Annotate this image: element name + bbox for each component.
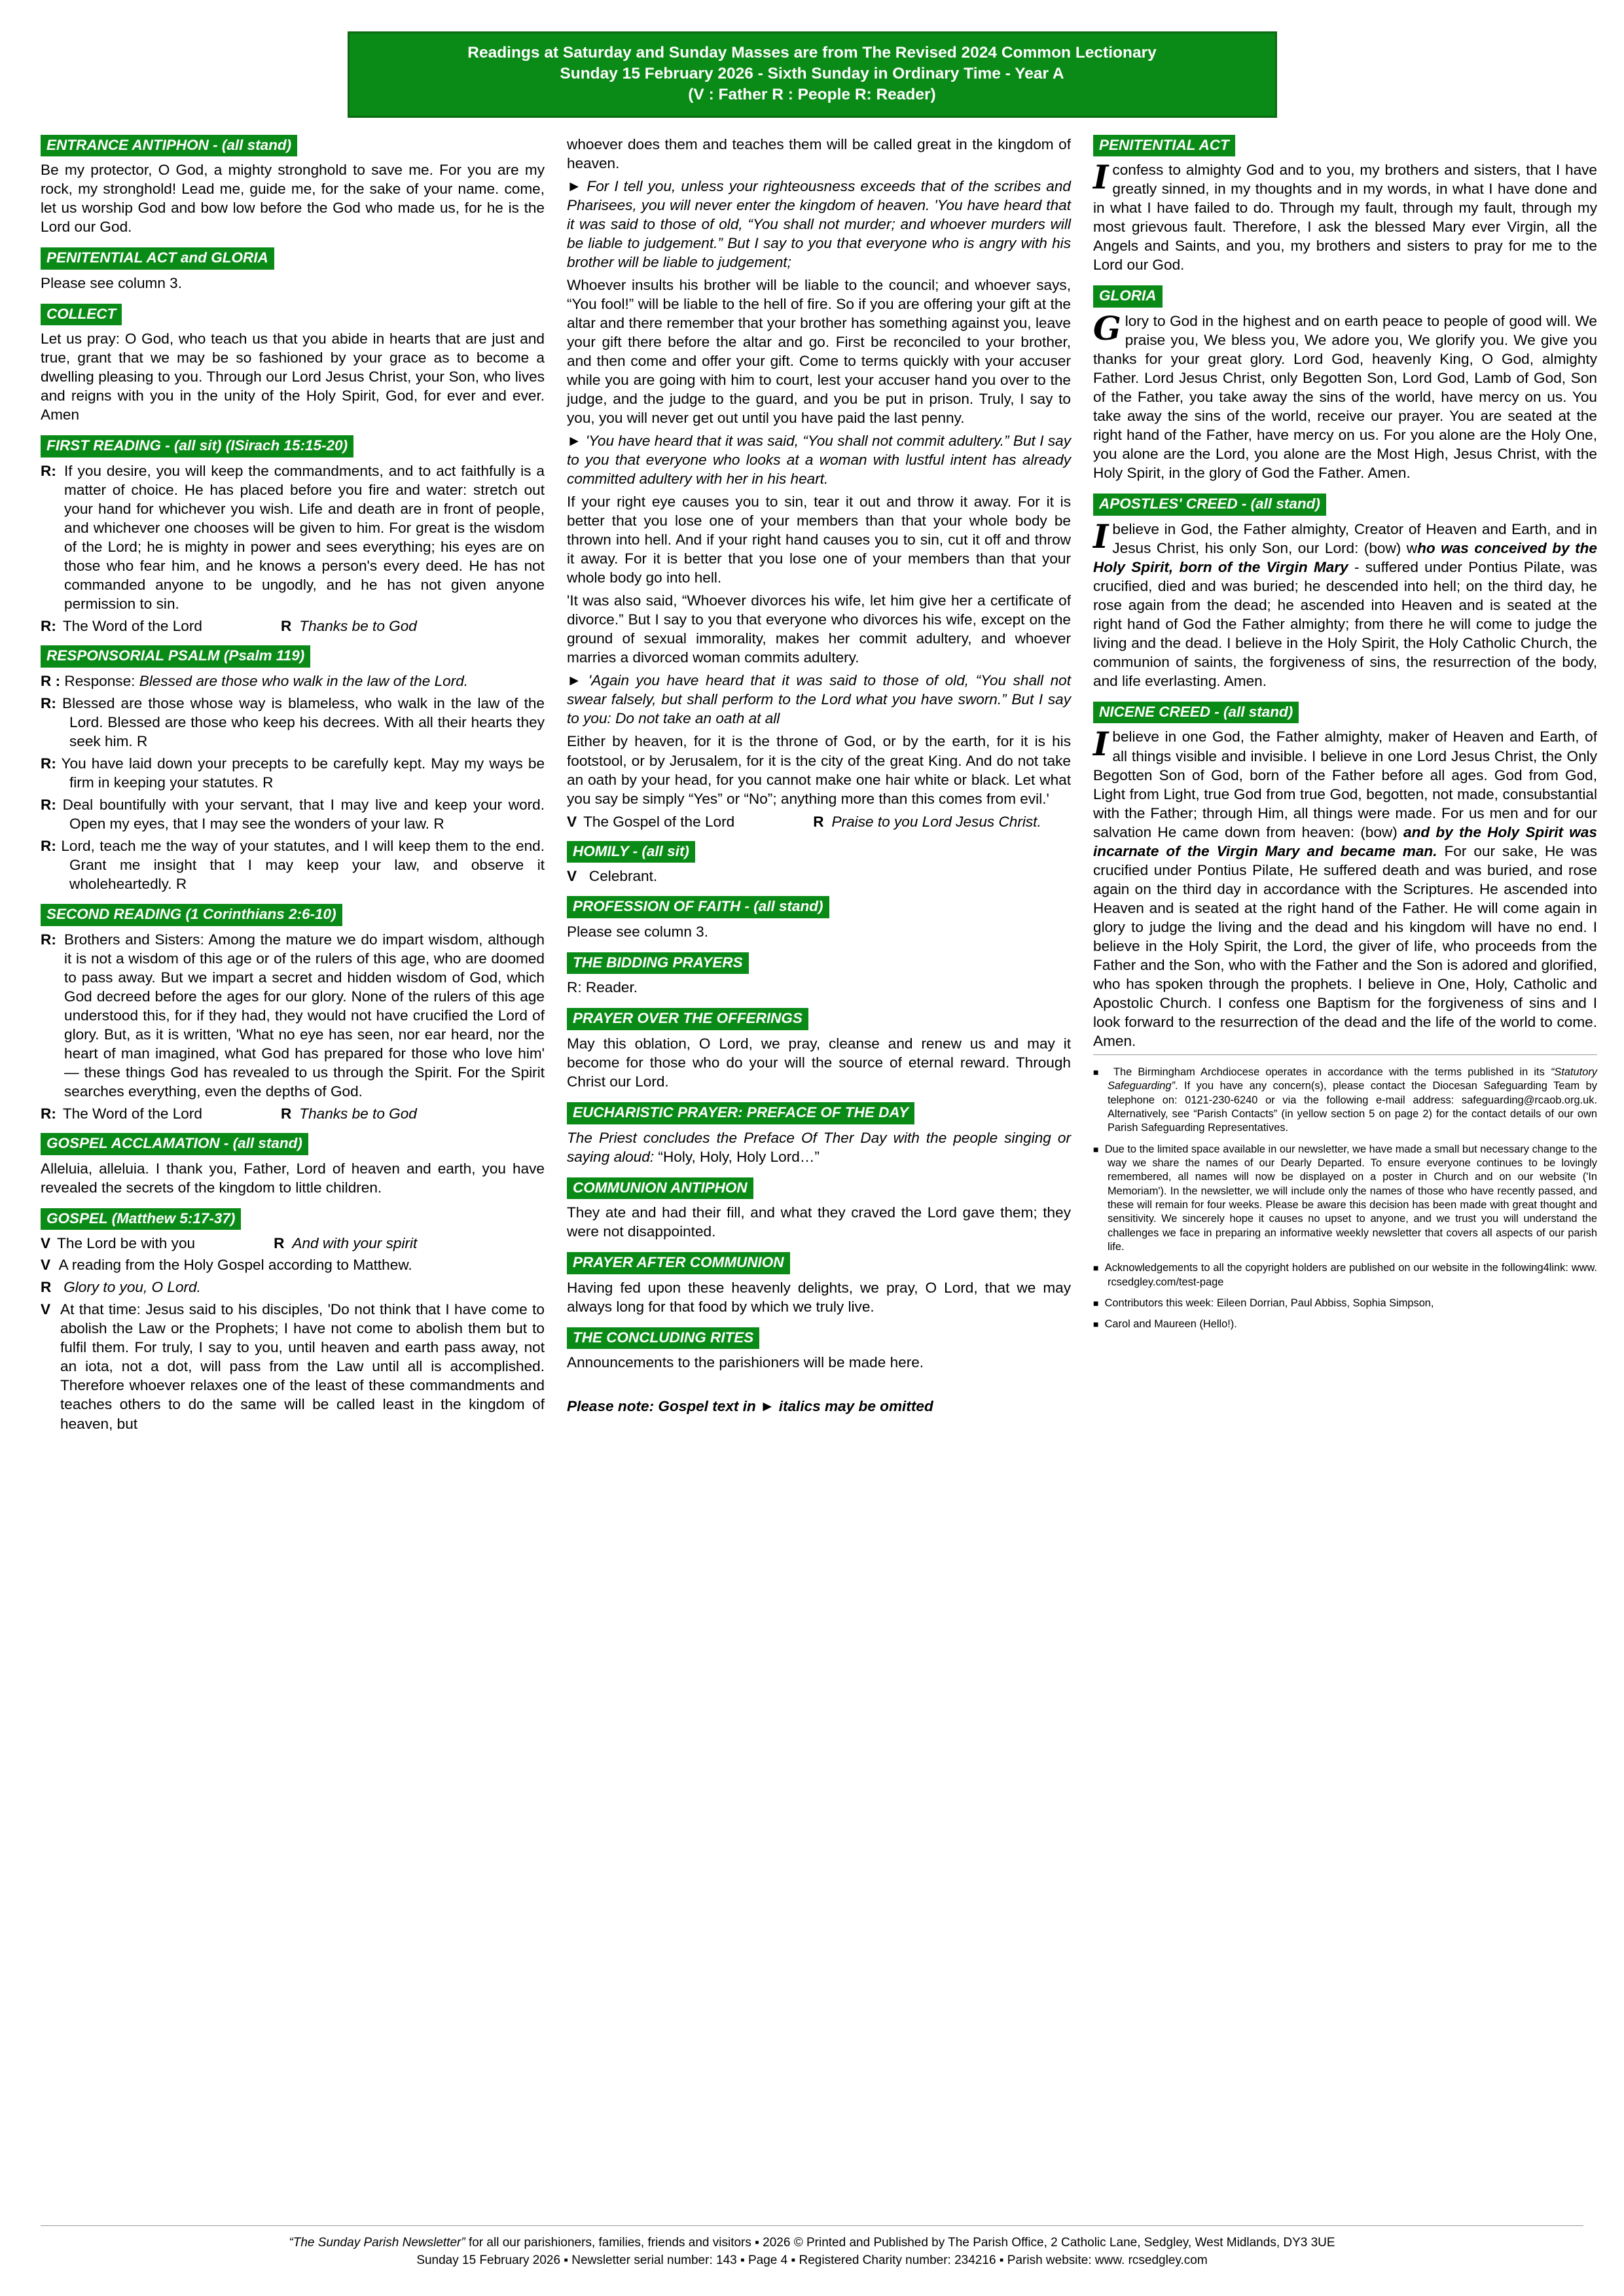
- psalm-response-line: [41, 672, 545, 691]
- wol-lead-2: R:: [41, 1105, 56, 1122]
- section-heading-gloria: GLORIA: [1093, 285, 1163, 308]
- page-footer: [41, 2225, 1583, 2270]
- note-item: [1093, 1318, 1597, 1331]
- communion-antiphon-text: They ate and had their fill, and what they craved the Lord gave them; they were not disappointed.: [567, 1204, 1071, 1240]
- gospel-body-text: At that time: Jesus said to his disciples, 'Do not think that I have come to abolish the Law or the Prophets; I have not come to abolish them but to fulfil them. For truly, I say to you, until heaven and earth pass away, not an iota, not a dot, will pass from the Law until all is accomplished. Therefore whoever relaxes one of the least of these commandments and teaches others to do the same will be called least in the kingdom of heaven, but: [60, 1301, 545, 1432]
- section-heading-second-reading: SECOND READING (1 Corinthians 2:6-10): [41, 904, 342, 926]
- gospel-body-block: [41, 1300, 545, 1433]
- bidding-prayers-text: R: Reader.: [567, 979, 638, 996]
- section-heading-concluding-rites: THE CONCLUDING RITES: [567, 1327, 759, 1350]
- gospel-continuation-3: If your right eye causes you to sin, tear it out and throw it away. For it is better that you lose one of your members than that your whole body be thrown into hell. And if your right hand causes you to sin, cut it off and throw it away. For it is better that you lose one of your members than that your whole body go into hell.: [567, 493, 1071, 586]
- entrance-antiphon-text: Be my protector, O God, a mighty stronghold to save me. For you are my rock, my stronghold! Lead me, guide me, for the sake of your name. come, let us worship God and bow low before the God who made us, for he is the Lord our God.: [41, 162, 545, 236]
- note-text-italic: “Statutory Safeguarding”: [1108, 1066, 1597, 1092]
- gospel-announcement-line: [41, 1255, 545, 1274]
- dropcap-letter: I: [1093, 158, 1109, 197]
- second-reading-block: [41, 930, 545, 1101]
- collect-text: Let us pray: O God, who teach us that you abide in hearts that are just and true, grant that we may be so fashioned by your grace as to become a dwelling pleasing to you. Through our Lord Jesus Christ, your Son, who lives and reigns with you in the unity of the Holy Spirit, God, for ever and ever. Amen: [41, 331, 545, 423]
- gospel-end-r: R: [813, 813, 824, 830]
- section-heading-gospel-acclamation: GOSPEL ACCLAMATION - (all stand): [41, 1133, 308, 1155]
- gospel-end-v: V: [567, 813, 577, 830]
- gospel-announcement-v: V: [41, 1257, 51, 1274]
- first-reading-text: If you desire, you will keep the commandments, and to act faithfully is a matter of choice. He has placed before you fire and water: stretch out your hand for whichever you wish. Life and death are in front of people, and whichever one chooses will be given to him. For great is the wisdom of the Lord; he is mighty in power and sees everything; his eyes are on those who fear him, and he knows a person's every deed. He has not commanded anyone to be ungodly, and he has not given anyone permission to sin.: [64, 463, 545, 613]
- safeguarding-notes: [1093, 1066, 1597, 1332]
- wol-resp-text-1: Thanks be to God: [299, 618, 417, 635]
- apostles-creed-part-2: - suffered under Pontius Pilate, was crucified, died and was buried; he descended into hell; on the third day, he rose again from the dead; he ascended into Heaven and is seated at the right hand of God the Father almighty; from there he will come to judge the living and the dead. I believe in the Holy Spirit, the Holy Catholic Church, the communion of saints, the forgiveness of sins, the resurrection of the body, and life everlasting. Amen.: [1093, 558, 1597, 689]
- banner-line-1: Readings at Saturday and Sunday Masses are from The Revised 2024 Common Lectionary: [467, 44, 1157, 62]
- section-heading-prayer-over-offerings: PRAYER OVER THE OFFERINGS: [567, 1008, 808, 1030]
- footer-line-2: Sunday 15 February 2026 ▪ Newsletter serial number: 143 ▪ Page 4 ▪ Registered Charity number: 234216 ▪ Parish website: www. rcsedgley.com: [416, 2253, 1208, 2268]
- psalm-verse-text: Blessed are those whose way is blameless, who walk in the law of the Lord. Blessed are those who keep his decrees. With all their hearts they seek him. R: [62, 694, 545, 749]
- dropcap-letter: I: [1093, 725, 1109, 764]
- gospel-greeting-v: V: [41, 1235, 51, 1252]
- omit-arrow-icon: ►: [567, 433, 582, 449]
- section-heading-prayer-after-communion: PRAYER AFTER COMMUNION: [567, 1252, 790, 1274]
- psalm-verse: [41, 754, 545, 792]
- note-text-before: Acknowledgements to all the copyright holders are published on our website in the following: [1104, 1262, 1543, 1274]
- omit-arrow-icon: ►: [567, 177, 582, 194]
- please-note-text: Please note: Gospel text in ► italics may be omitted: [567, 1398, 933, 1415]
- bullet-square-icon: ■: [1093, 1263, 1099, 1274]
- notes-divider: [1093, 1054, 1597, 1055]
- psalm-response-text: Blessed are those who walk in the law of the Lord.: [139, 672, 469, 689]
- psalm-verse-lead: R:: [41, 797, 56, 814]
- gospel-of-the-lord-line: [567, 812, 1071, 831]
- prayer-after-communion-text: Having fed upon these heavenly delights, we pray, O Lord, that we may always long for that food by which we truly live.: [567, 1279, 1071, 1315]
- gospel-glory-text: Glory to you, O Lord.: [63, 1279, 201, 1296]
- gospel-continuation-2: Whoever insults his brother will be liable to the council; and whoever says, “You fool!” will be liable to the hell of fire. So if you are offering your gift at the altar and there remember that your brother has something against you, leave your gift there before the altar and go. First be reconciled to your brother, and then come and offer your gift. Come to terms quickly with your accuser while you are going with him to court, lest your accuser hand you over to the judge, and the judge to the guard, and you be put in prison. Truly, I say to you, you will never get out until you have paid the last penny.: [567, 276, 1071, 426]
- note-item: [1093, 1143, 1597, 1255]
- column-three: [1093, 135, 1597, 1437]
- wol-text-2: The Word of the Lord: [62, 1105, 202, 1122]
- gospel-body-v: V: [41, 1301, 51, 1318]
- section-heading-apostles-creed: APOSTLES' CREED - (all stand): [1093, 493, 1326, 516]
- gospel-optional-italic-1: ► For I tell you, unless your righteousness exceeds that of the scribes and Pharisees, you will never enter the kingdom of heaven. 'You have heard that it was said to those of old, “You shall not murder; and whoever murders will be liable to judgement.” But I say to you that everyone who is angry with his brother will be liable to judgement;: [567, 177, 1071, 270]
- psalm-verse-text: Lord, teach me the way of your statutes, and I will keep them to the end. Grant me insight that I may keep your law, and observe it wholeheartedly. R: [61, 838, 545, 893]
- wol-lead-1: R:: [41, 618, 56, 635]
- bullet-square-icon: ■: [1093, 1297, 1099, 1308]
- nicene-creed-italic: and by the Holy Spirit was incarnate of the Virgin Mary and became man.: [1093, 823, 1597, 859]
- section-heading-entrance-antiphon: ENTRANCE ANTIPHON - (all stand): [41, 135, 297, 157]
- gospel-optional-italic-2: ► 'You have heard that it was said, “You shall not commit adultery.” But I say to you that everyone who looks at a woman with lustful intent has already committed adultery with her in his heart.: [567, 433, 1072, 488]
- gospel-greeting-line: [41, 1234, 545, 1253]
- gospel-optional-italic-3: ► 'Again you have heard that it was said to those of old, “You shall not swear falsely, but shall perform to the Lord what you have sworn.” But I say to you: Do not take an oath at all: [567, 672, 1071, 727]
- footer-divider: [41, 2225, 1583, 2226]
- note-text-before: The Birmingham Archdiocese operates in accordance with the terms published in its: [1113, 1066, 1551, 1078]
- note-text-before: Due to the limited space available in our newsletter, we have made a small but necessary change to the way we share the names of our Dearly Departed. To ensure everyone continues to be lovingly remembered, all names will now be displayed on a poster in Church and on our website ('In Memoriam'). In the newsletter, we will include only the names of those who have recently passed, and these will remain for four weeks. Please be aware this decision has been made with great thought and sensitivity. We sincerely hope it causes no upset to anyone, and we trust you will understand the challenges we face in preparing an informative weekly newsletter that covers all aspects of our parish life.: [1104, 1143, 1597, 1253]
- psalm-verse-lead: R:: [41, 755, 56, 772]
- gospel-end-response: Praise to you Lord Jesus Christ.: [831, 813, 1041, 830]
- psalm-verse-text: Deal bountifully with your servant, that I may live and keep your word. Open my eyes, that I may see the wonders of your law. R: [62, 797, 545, 833]
- apostles-creed-part-1: believe in God, the Father almighty, Creator of Heaven and Earth, and in Jesus Christ, his only Son, our Lord: (bow) w: [1112, 520, 1597, 556]
- homily-v: V: [567, 868, 577, 885]
- header-banner: [348, 31, 1277, 118]
- second-reading-lead: R:: [41, 931, 56, 948]
- concluding-rites-text: Announcements to the parishioners will be made here.: [567, 1354, 924, 1371]
- note-item: [1093, 1297, 1597, 1310]
- gospel-glory-r: R: [41, 1279, 52, 1296]
- psalm-response-lead: R :: [41, 672, 61, 689]
- apostles-creed-italic: ho was conceived by the Holy Spirit, born of the Virgin Mary: [1093, 539, 1598, 575]
- section-heading-communion-antiphon: COMMUNION ANTIPHON: [567, 1177, 753, 1200]
- word-of-the-lord-second: [41, 1104, 545, 1123]
- gospel-continuation-1: whoever does them and teaches them will be called great in the kingdom of heaven.: [567, 135, 1071, 171]
- gospel-greeting-response: And with your spirit: [292, 1235, 418, 1252]
- apostles-creed-text-block: [1093, 516, 1598, 691]
- psalm-verse: [41, 795, 545, 833]
- psalm-verse-lead: R:: [41, 694, 56, 711]
- gospel-acclamation-text: Alleluia, alleluia. I thank you, Father, Lord of heaven and earth, you have revealed the secrets of the kingdom to little children.: [41, 1160, 545, 1196]
- section-heading-homily: HOMILY - (all sit): [567, 841, 695, 863]
- gloria-text: lory to God in the highest and on earth peace to people of good will. We praise you, We bless you, We adore you, We glorify you. We give you thanks for your great glory. Lord God, heavenly King, O God, almighty Father. Lord Jesus Christ, only Begotten Son, Lord God, Lamb of God, Son of the Father, you take away the sins of the world, have mercy on us. You take away the sins of the world, receive our prayer. You are seated at the right hand of the Father, have mercy on us. For you alone are the Holy One, you alone are the Lord, you alone are the Most High, Jesus Christ, with the Holy Spirit, in the glory of God the Father. Amen.: [1093, 312, 1597, 482]
- nicene-creed-part-2: For our sake, He was crucified under Pontius Pilate, He suffered death and was buried, and rose again on the third day in accordance with the Scriptures. He ascended into Heaven and is seated at the right hand of the Father. He will come again in glory to judge the living and the dead and his kingdom will have no end. I believe in the Holy Spirit, the Lord, the giver of life, who proceeds from the Father and the Son, who with the Father and the Son is adored and glorified, who has spoken through the prophets. I believe in One, Holy, Catholic and Apostolic Church. I confess one Baptism for the forgiveness of sins and I look forward to the resurrection of the dead and the life of the world to come. Amen.: [1093, 842, 1597, 1049]
- footer-line-1: [41, 2234, 1583, 2252]
- gospel-greeting-text: The Lord be with you: [57, 1235, 196, 1252]
- section-heading-eucharistic-prayer: EUCHARISTIC PRAYER: PREFACE OF THE DAY: [567, 1102, 914, 1124]
- section-heading-gospel: GOSPEL (Matthew 5:17-37): [41, 1208, 241, 1230]
- note-item: [1093, 1066, 1597, 1136]
- profession-reference-text: Please see column 3.: [567, 923, 709, 940]
- bullet-square-icon: ■: [1093, 1319, 1099, 1330]
- psalm-verse-lead: R:: [41, 838, 56, 855]
- note-text-after: . If you have any concern(s), please contact the Diocesan Safeguarding Team by telephone on: 0121-230-6240 or via the following e-mail address: safeguarding@rcaob.org.uk. Alternatively, see “Parish Contacts” (in yellow section 5 on page 2) for the contact details of our own Parish Safeguarding Representatives.: [1108, 1080, 1597, 1134]
- wol-resp-text-2: Thanks be to God: [299, 1105, 417, 1122]
- gospel-greeting-r: R: [274, 1235, 285, 1252]
- wol-resp-lead-1: R: [280, 618, 292, 635]
- column-one: [41, 135, 545, 1437]
- footer-newsletter-title: “The Sunday Parish Newsletter”: [289, 2235, 465, 2250]
- psalm-verse: [41, 694, 545, 751]
- homily-line: [567, 867, 1071, 886]
- content-columns: [41, 135, 1598, 1437]
- nicene-creed-part-1: believe in one God, the Father almighty, maker of Heaven and Earth, of all things visible and invisible. I believe in one Lord Jesus Christ, the Only Begotten Son of God, born of the Father before all ages. God from God, Light from Light, true God from true God, begotten, not made, consubstantial with the Father; through Him, all things were made. For us men and for our salvation He came down from heaven: (bow): [1093, 728, 1597, 840]
- section-heading-collect: COLLECT: [41, 304, 122, 326]
- section-heading-responsorial-psalm: RESPONSORIAL PSALM (Psalm 119): [41, 645, 310, 668]
- gospel-glory-line: [41, 1278, 545, 1297]
- dropcap-letter: I: [1093, 516, 1109, 556]
- psalm-verse-text: You have laid down your precepts to be carefully kept. May my ways be firm in keeping your statutes. R: [61, 755, 545, 791]
- bullet-square-icon: ■: [1093, 1067, 1102, 1077]
- wol-resp-lead-2: R: [280, 1105, 292, 1122]
- nicene-creed-text-block: [1093, 727, 1597, 1050]
- penitential-reference-text: Please see column 3.: [41, 274, 183, 291]
- first-reading-lead: R:: [41, 463, 56, 480]
- section-heading-nicene-creed: NICENE CREED - (all stand): [1093, 702, 1299, 724]
- psalm-verse: [41, 836, 545, 893]
- note-text-italic: 4: [1543, 1262, 1549, 1274]
- note-text-before: Carol and Maureen (Hello!).: [1104, 1318, 1237, 1331]
- section-heading-bidding-prayers: THE BIDDING PRAYERS: [567, 952, 749, 975]
- bullet-square-icon: ■: [1093, 1143, 1099, 1155]
- gospel-continuation-5: Either by heaven, for it is the throne of God, or by the earth, for it is his footstool, or by Jerusalem, for it is the city of the great King. And do not take an oath by your head, for you cannot make one hair white or black. Let what you say be simply “Yes” or “No”; anything more than this comes from evil.': [567, 733, 1071, 807]
- note-text-after: link: www. rcsedgley.com/test-page: [1108, 1262, 1597, 1288]
- section-heading-penitential-act: PENITENTIAL ACT: [1093, 135, 1235, 157]
- section-heading-penitential-gloria: PENITENTIAL ACT and GLORIA: [41, 247, 274, 270]
- footer-publisher-text: for all our parishioners, families, friends and visitors ▪ 2026 © Printed and Published by The Parish Office, 2 Catholic Lane, Sedgley, West Midlands, DY3 3UE: [465, 2235, 1335, 2250]
- gospel-continuation-4: 'It was also said, “Whoever divorces his wife, let him give her a certificate of divorce.” But I say to you that everyone who divorces his wife, except on the ground of sexual immorality, makes her commit adultery, and whoever marries a divorced woman commits adultery.: [567, 592, 1071, 666]
- gloria-text-block: [1093, 308, 1597, 482]
- penitential-act-text-block: [1093, 160, 1597, 274]
- note-text-before: Contributors this week: Eileen Dorrian, Paul Abbiss, Sophia Simpson,: [1104, 1297, 1434, 1309]
- section-heading-profession-of-faith: PROFESSION OF FAITH - (all stand): [567, 896, 829, 918]
- second-reading-text: Brothers and Sisters: Among the mature we do impart wisdom, although it is not a wisdom of this age or of the rulers of this age, who are doomed to pass away. But we impart a secret and hidden wisdom of God, which God decreed before the ages for our glory. None of the rulers of this age understood this, for if they had, they would not have crucified the Lord of glory. But, as it is written, 'What no eye has seen, nor ear heard, nor the heart of man imagined, what God has prepared for those who love him' — these things God has revealed to us through the Spirit. For the Spirit searches everything, even the depths of God.: [64, 931, 545, 1100]
- section-heading-first-reading: FIRST READING - (all sit) (ISirach 15:15-20): [41, 435, 353, 457]
- column-two: [567, 135, 1071, 1437]
- prayer-over-offerings-text: May this oblation, O Lord, we pray, cleanse and renew us and may it become for those who do your will the source of eternal reward. Through Christ our Lord.: [567, 1035, 1071, 1090]
- homily-text: Celebrant.: [588, 868, 658, 885]
- psalm-response-label: Response:: [64, 672, 135, 689]
- wol-text-1: The Word of the Lord: [62, 618, 202, 635]
- banner-line-3: (V : Father R : People R: Reader): [688, 85, 936, 103]
- gospel-end-text: The Gospel of the Lord: [583, 813, 735, 830]
- banner-line-2: Sunday 15 February 2026 - Sixth Sunday in Ordinary Time - Year A: [560, 64, 1064, 82]
- omit-arrow-icon: ►: [567, 672, 582, 689]
- word-of-the-lord-first: [41, 617, 545, 636]
- dropcap-letter: G: [1093, 308, 1121, 348]
- note-item: [1093, 1261, 1597, 1289]
- penitential-act-text: confess to almighty God and to you, my brothers and sisters, that I have greatly sinned, in my thoughts and in my words, in what I have done and in what I have failed to do. Through my fault, through my fault, through my most grievous fault. Therefore, I ask the blessed Mary ever Virgin, all the Angels and Saints, and you, my brothers and sisters to pray for me to the Lord our God.: [1093, 162, 1597, 274]
- gospel-announcement-text: A reading from the Holy Gospel according to Matthew.: [58, 1257, 412, 1274]
- first-reading-block: [41, 461, 545, 613]
- eucharistic-prayer-text: The Priest concludes the Preface Of Ther Day with the people singing or saying aloud: “Holy, Holy, Holy Lord…”: [567, 1129, 1071, 1165]
